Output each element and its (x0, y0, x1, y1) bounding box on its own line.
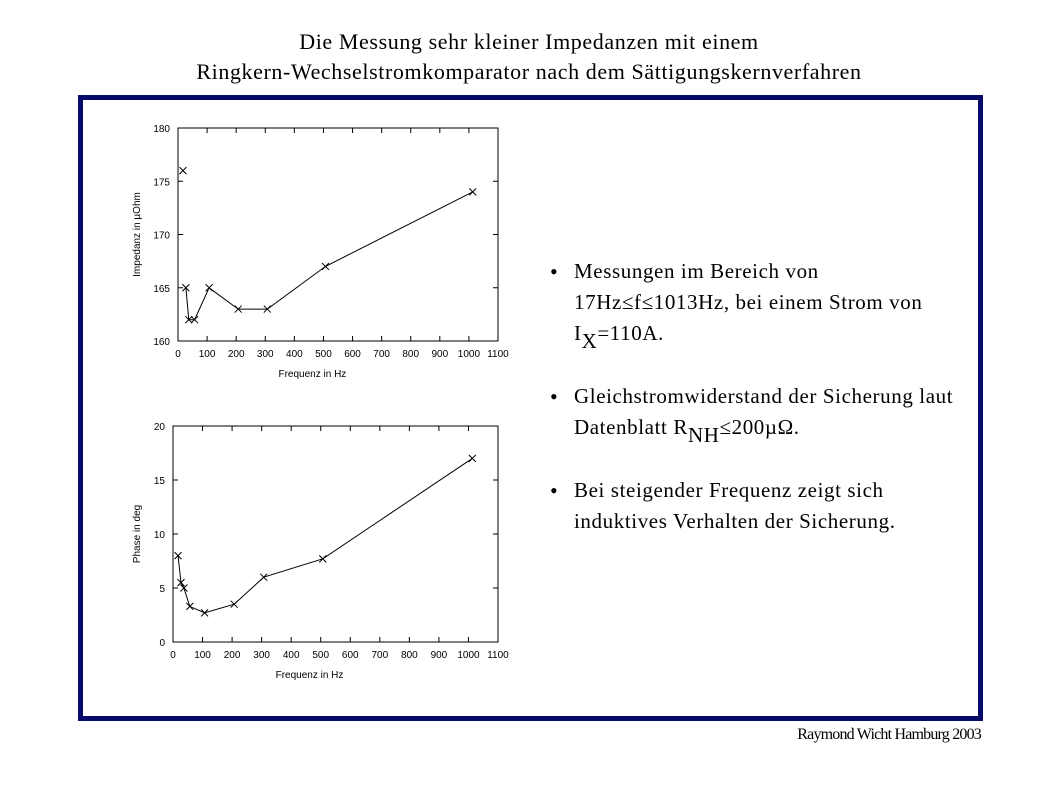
bullet-2-tail: ≤200µΩ. (719, 415, 800, 439)
bullet-dot-icon: • (550, 259, 559, 284)
y-tick-label: 20 (153, 422, 165, 433)
y-tick-label: 180 (153, 124, 170, 135)
x-tick-label: 100 (194, 650, 211, 661)
bullet-1-subscript: X (581, 329, 598, 353)
bullet-item-3 (541, 475, 961, 537)
plot-area-border (178, 128, 498, 341)
x-tick-label: 200 (227, 349, 245, 360)
y-tick-label: 175 (153, 177, 170, 189)
x-tick-label: 500 (312, 650, 330, 661)
x-tick-label: 900 (430, 650, 448, 661)
x-tick-label: 400 (282, 650, 300, 661)
x-tick-label: 200 (223, 650, 241, 661)
y-tick-label: 0 (159, 638, 165, 649)
x-tick-label: 600 (344, 349, 361, 360)
bullet-dot-icon: • (550, 478, 559, 503)
bullet-2-text: Gleichstromwiderstand der Sicherung laut Datenblatt R (574, 384, 954, 439)
x-tick-label: 900 (431, 349, 449, 360)
data-point-marker (260, 574, 267, 581)
data-point-marker (469, 188, 476, 195)
bullet-list (541, 256, 961, 569)
data-point-marker (186, 603, 193, 610)
x-tick-label: 1100 (487, 349, 509, 360)
data-point-marker (179, 167, 186, 174)
phase-chart (128, 418, 518, 682)
x-tick-label: 800 (402, 349, 420, 360)
x-tick-label: 400 (286, 349, 303, 360)
x-tick-label: 1100 (487, 650, 509, 661)
x-tick-label: 1000 (457, 349, 481, 360)
x-axis-label: Frequenz in Hz (275, 670, 344, 681)
x-tick-label: 1000 (457, 650, 480, 661)
bullet-dot-icon: • (550, 384, 559, 409)
y-axis-label: Impedanz in µOhm (132, 192, 143, 277)
bullet-3-text: Bei steigender Frequenz zeigt sich induktives Verhalten der Sicherung. (574, 478, 896, 533)
plot-area-border (173, 426, 498, 642)
x-tick-label: 500 (315, 349, 332, 360)
x-tick-label: 0 (170, 650, 176, 661)
bullet-item-2 (541, 381, 961, 447)
slide-title-line-2: Ringkern-Wechselstromkomparator nach dem Sättigungskernverfahren (196, 59, 862, 84)
impedance-chart (128, 120, 518, 382)
data-point-marker (206, 284, 213, 291)
data-point-marker (201, 609, 208, 616)
y-tick-label: 10 (153, 530, 165, 541)
x-tick-label: 300 (253, 650, 270, 661)
x-tick-label: 100 (198, 349, 216, 360)
bullet-1-text: Messungen im Bereich von 17Hz≤f≤1013Hz, bei einem Strom von I (574, 259, 923, 345)
series-line (186, 192, 473, 320)
x-axis-label: Frequenz in Hz (278, 369, 347, 380)
bullet-item-1 (541, 256, 961, 353)
data-point-marker (231, 601, 238, 608)
y-tick-label: 15 (153, 476, 165, 487)
x-tick-label: 300 (256, 349, 274, 360)
y-tick-label: 160 (153, 337, 170, 348)
y-tick-label: 170 (153, 230, 170, 242)
x-tick-label: 700 (373, 349, 390, 360)
series-line (178, 458, 472, 612)
x-tick-label: 0 (175, 349, 181, 360)
bullet-2-subscript: NH (687, 423, 720, 447)
footer-credit: Raymond Wicht Hamburg 2003 (797, 726, 981, 743)
slide-title-line-1: Die Messung sehr kleiner Impedanzen mit einem (299, 29, 759, 54)
data-point-marker (322, 263, 329, 270)
data-point-marker (319, 555, 326, 562)
y-axis-label: Phase in deg (132, 504, 143, 564)
x-tick-label: 600 (341, 650, 359, 661)
x-tick-label: 800 (401, 650, 418, 661)
y-tick-label: 5 (159, 584, 165, 595)
data-point-marker (469, 455, 476, 462)
bullet-1-tail: =110A. (597, 321, 664, 345)
y-tick-label: 165 (153, 283, 170, 295)
x-tick-label: 700 (371, 650, 389, 661)
